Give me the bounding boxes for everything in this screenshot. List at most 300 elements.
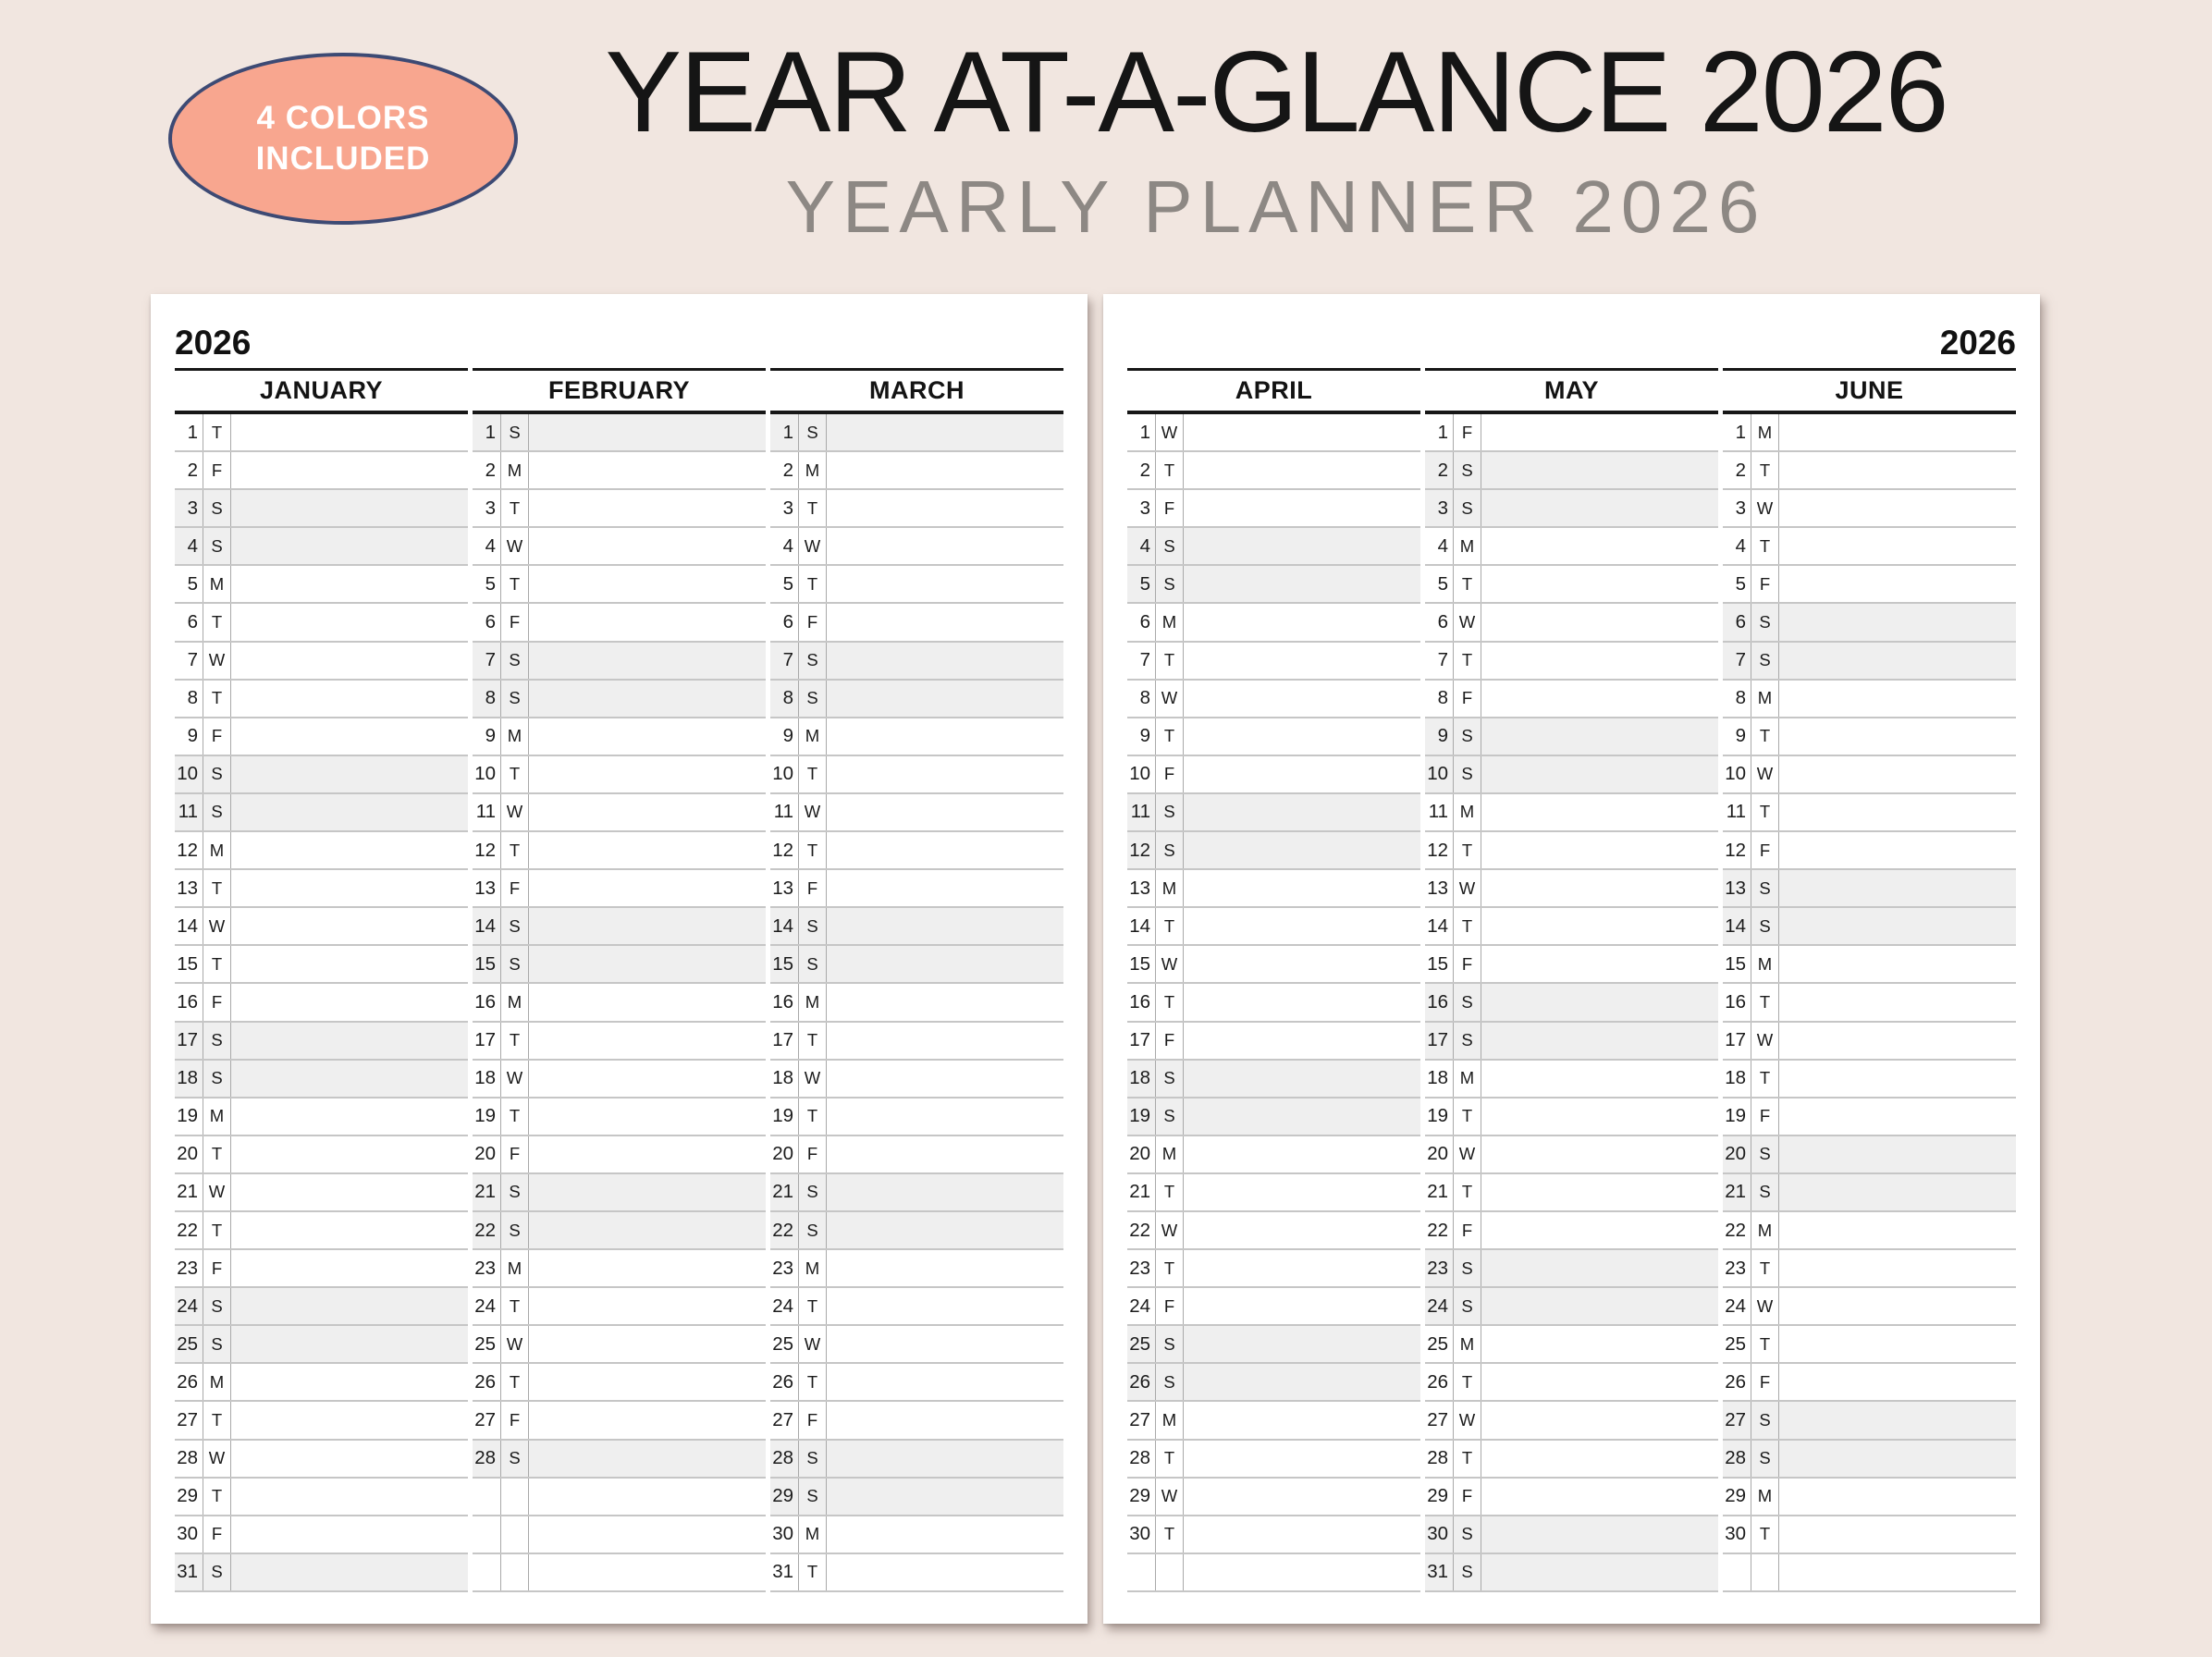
day-row — [473, 1061, 766, 1099]
day-notes-cell — [827, 870, 1063, 906]
day-number-cell: 10 — [473, 756, 501, 792]
day-letter-cell: F — [1156, 1288, 1184, 1324]
day-row — [1127, 1516, 1420, 1554]
day-row — [1127, 452, 1420, 490]
day-row — [770, 1554, 1063, 1592]
day-row — [175, 528, 468, 566]
day-number-cell: 31 — [1425, 1554, 1454, 1590]
day-letter-cell: F — [501, 1402, 529, 1438]
day-letter-cell: W — [501, 794, 529, 830]
day-number-cell: 1 — [473, 414, 501, 450]
day-letter-cell: W — [1454, 1136, 1481, 1172]
day-number-cell: 12 — [473, 832, 501, 868]
day-notes-cell — [827, 1136, 1063, 1172]
day-row — [175, 1364, 468, 1402]
day-notes-cell — [231, 1402, 468, 1438]
day-row — [1425, 604, 1718, 642]
day-letter-cell: W — [1751, 1023, 1779, 1059]
day-row — [1723, 1288, 2016, 1326]
day-notes-cell — [529, 756, 766, 792]
day-notes-cell — [827, 1441, 1063, 1477]
day-row — [175, 490, 468, 528]
day-number-cell: 28 — [175, 1441, 203, 1477]
day-notes-cell — [827, 566, 1063, 602]
day-notes-cell — [1481, 1479, 1718, 1515]
month-header: FEBRUARY — [473, 368, 766, 411]
day-letter-cell: S — [799, 1479, 827, 1515]
day-letter-cell: F — [1454, 414, 1481, 450]
day-number-cell: 27 — [1127, 1402, 1156, 1438]
day-number-cell: 12 — [770, 832, 799, 868]
day-notes-cell — [1779, 1441, 2016, 1477]
day-number-cell: 20 — [1723, 1136, 1751, 1172]
day-number-cell: 29 — [1425, 1479, 1454, 1515]
day-notes-cell — [827, 604, 1063, 640]
day-row — [1425, 1326, 1718, 1364]
day-letter-cell: F — [501, 1136, 529, 1172]
day-notes-cell — [529, 1099, 766, 1135]
day-row — [770, 794, 1063, 832]
day-rows — [770, 411, 1063, 1592]
day-number-cell: 7 — [1723, 643, 1751, 679]
day-notes-cell — [1779, 528, 2016, 564]
day-letter-cell: T — [1156, 452, 1184, 488]
day-number-cell: 24 — [1425, 1288, 1454, 1324]
day-notes-cell — [231, 794, 468, 830]
day-notes-cell — [827, 984, 1063, 1020]
day-notes-cell — [1779, 604, 2016, 640]
day-number-cell — [473, 1554, 501, 1590]
day-notes-cell — [1184, 1326, 1420, 1362]
day-row — [473, 1099, 766, 1136]
day-notes-cell — [827, 528, 1063, 564]
day-row — [1425, 1364, 1718, 1402]
day-row — [175, 908, 468, 946]
day-number-cell: 24 — [175, 1288, 203, 1324]
day-row — [1127, 1250, 1420, 1288]
day-letter-cell: S — [1156, 832, 1184, 868]
day-number-cell: 8 — [175, 681, 203, 717]
day-row — [1127, 946, 1420, 984]
day-notes-cell — [1481, 832, 1718, 868]
day-letter-cell: T — [1454, 1441, 1481, 1477]
day-row — [1425, 1250, 1718, 1288]
day-row — [1127, 1136, 1420, 1174]
day-row — [1425, 756, 1718, 794]
day-letter-cell: T — [1751, 1061, 1779, 1097]
day-notes-cell — [1779, 566, 2016, 602]
day-notes-cell — [1481, 984, 1718, 1020]
day-notes-cell — [1481, 566, 1718, 602]
day-notes-cell — [1184, 1250, 1420, 1286]
day-notes-cell — [529, 1136, 766, 1172]
day-letter-cell: F — [1156, 1023, 1184, 1059]
day-notes-cell — [1481, 681, 1718, 717]
months-grid — [175, 368, 1063, 1592]
day-row — [1723, 1516, 2016, 1554]
day-letter-cell: M — [799, 1516, 827, 1553]
day-letter-cell: F — [203, 1516, 231, 1553]
day-notes-cell — [1184, 1288, 1420, 1324]
day-notes-cell — [1779, 946, 2016, 982]
day-number-cell: 3 — [473, 490, 501, 526]
day-number-cell: 8 — [1127, 681, 1156, 717]
day-notes-cell — [231, 528, 468, 564]
day-letter-cell: M — [1751, 681, 1779, 717]
day-letter-cell: T — [203, 1479, 231, 1515]
day-letter-cell: M — [203, 566, 231, 602]
day-letter-cell: M — [799, 984, 827, 1020]
day-number-cell: 25 — [770, 1326, 799, 1362]
day-row — [473, 414, 766, 452]
day-number-cell: 3 — [770, 490, 799, 526]
day-row — [770, 870, 1063, 908]
day-letter-cell: T — [203, 681, 231, 717]
day-notes-cell — [1481, 604, 1718, 640]
day-notes-cell — [231, 1554, 468, 1590]
day-notes-cell — [231, 1441, 468, 1477]
day-number-cell: 25 — [1425, 1326, 1454, 1362]
subtitle: YEARLY PLANNER 2026 — [785, 166, 1767, 248]
day-number-cell: 11 — [1425, 794, 1454, 830]
day-letter-cell: S — [1156, 528, 1184, 564]
day-number-cell: 2 — [1425, 452, 1454, 488]
day-letter-cell: T — [1751, 1250, 1779, 1286]
day-number-cell: 6 — [770, 604, 799, 640]
day-notes-cell — [827, 1326, 1063, 1362]
day-number-cell: 18 — [1425, 1061, 1454, 1097]
day-row — [175, 984, 468, 1022]
day-number-cell: 13 — [1723, 870, 1751, 906]
day-number-cell: 30 — [770, 1516, 799, 1553]
day-notes-cell — [827, 1099, 1063, 1135]
day-letter-cell: F — [501, 604, 529, 640]
day-row — [1425, 1023, 1718, 1061]
day-letter-cell: S — [799, 681, 827, 717]
day-notes-cell — [231, 1174, 468, 1210]
day-row — [1127, 756, 1420, 794]
day-letter-cell: T — [1751, 528, 1779, 564]
day-number-cell: 29 — [175, 1479, 203, 1515]
day-number-cell: 2 — [770, 452, 799, 488]
day-number-cell: 19 — [770, 1099, 799, 1135]
day-row — [770, 566, 1063, 604]
day-notes-cell — [231, 908, 468, 944]
day-notes-cell — [231, 984, 468, 1020]
day-number-cell: 2 — [1723, 452, 1751, 488]
day-notes-cell — [1779, 414, 2016, 450]
day-notes-cell — [1184, 1023, 1420, 1059]
day-letter-cell: S — [1751, 1441, 1779, 1477]
day-notes-cell — [231, 1364, 468, 1400]
day-number-cell: 15 — [1425, 946, 1454, 982]
day-number-cell: 1 — [770, 414, 799, 450]
day-notes-cell — [1481, 1288, 1718, 1324]
day-row — [770, 528, 1063, 566]
day-number-cell: 19 — [1425, 1099, 1454, 1135]
day-row — [175, 1023, 468, 1061]
day-row — [175, 1136, 468, 1174]
day-row — [770, 452, 1063, 490]
day-notes-cell — [231, 1099, 468, 1135]
day-notes-cell — [1184, 1212, 1420, 1248]
day-number-cell: 26 — [175, 1364, 203, 1400]
day-number-cell: 2 — [473, 452, 501, 488]
colors-included-badge — [168, 53, 518, 225]
day-letter-cell: T — [1751, 718, 1779, 755]
day-notes-cell — [1184, 756, 1420, 792]
planner-page-right — [1103, 294, 2040, 1624]
day-number-cell: 5 — [1723, 566, 1751, 602]
day-notes-cell — [529, 1174, 766, 1210]
day-letter-cell: F — [1454, 1212, 1481, 1248]
month-header: MARCH — [770, 368, 1063, 411]
day-number-cell: 14 — [473, 908, 501, 944]
day-letter-cell: S — [203, 756, 231, 792]
day-letter-cell: M — [799, 452, 827, 488]
day-row — [175, 643, 468, 681]
day-notes-cell — [1481, 643, 1718, 679]
day-notes-cell — [827, 1061, 1063, 1097]
day-row — [1127, 1061, 1420, 1099]
day-letter-cell: S — [799, 1174, 827, 1210]
day-letter-cell: T — [1156, 908, 1184, 944]
day-number-cell: 21 — [1127, 1174, 1156, 1210]
day-number-cell: 22 — [1127, 1212, 1156, 1248]
day-number-cell: 4 — [473, 528, 501, 564]
day-row — [1127, 604, 1420, 642]
day-row — [473, 1516, 766, 1554]
day-number-cell: 8 — [1425, 681, 1454, 717]
day-number-cell: 15 — [175, 946, 203, 982]
day-number-cell: 28 — [1425, 1441, 1454, 1477]
day-number-cell: 14 — [770, 908, 799, 944]
day-row — [770, 414, 1063, 452]
day-rows — [175, 411, 468, 1592]
day-notes-cell — [1184, 681, 1420, 717]
day-number-cell: 7 — [175, 643, 203, 679]
day-notes-cell — [529, 718, 766, 755]
day-letter-cell: S — [203, 1326, 231, 1362]
day-notes-cell — [1481, 1212, 1718, 1248]
day-letter-cell: S — [1454, 1250, 1481, 1286]
day-notes-cell — [1481, 870, 1718, 906]
day-number-cell: 31 — [175, 1554, 203, 1590]
day-row — [175, 1554, 468, 1592]
day-letter-cell: S — [501, 414, 529, 450]
day-notes-cell — [827, 718, 1063, 755]
day-row — [1723, 908, 2016, 946]
day-notes-cell — [1779, 1402, 2016, 1438]
day-number-cell: 13 — [1425, 870, 1454, 906]
day-row — [473, 452, 766, 490]
day-row — [175, 1212, 468, 1250]
day-letter-cell: M — [799, 718, 827, 755]
day-letter-cell: T — [501, 1023, 529, 1059]
day-letter-cell: T — [799, 566, 827, 602]
day-notes-cell — [529, 566, 766, 602]
day-row — [1723, 1479, 2016, 1516]
day-notes-cell — [529, 1288, 766, 1324]
day-number-cell: 28 — [770, 1441, 799, 1477]
day-number-cell: 21 — [770, 1174, 799, 1210]
day-row — [1127, 870, 1420, 908]
day-row — [1425, 908, 1718, 946]
day-row — [1127, 1364, 1420, 1402]
day-notes-cell — [1779, 794, 2016, 830]
day-rows — [1425, 411, 1718, 1592]
day-notes-cell — [1481, 452, 1718, 488]
day-row — [1127, 832, 1420, 870]
day-rows — [1127, 411, 1420, 1592]
day-notes-cell — [529, 490, 766, 526]
day-number-cell: 12 — [175, 832, 203, 868]
day-notes-cell — [231, 1288, 468, 1324]
day-row — [1425, 1212, 1718, 1250]
day-number-cell: 21 — [473, 1174, 501, 1210]
day-letter-cell: S — [501, 1212, 529, 1248]
day-row — [1723, 1212, 2016, 1250]
day-number-cell: 12 — [1127, 832, 1156, 868]
day-notes-cell — [529, 1516, 766, 1553]
day-number-cell: 18 — [770, 1061, 799, 1097]
day-letter-cell: W — [1751, 756, 1779, 792]
day-notes-cell — [1184, 1516, 1420, 1553]
day-letter-cell: M — [203, 832, 231, 868]
day-letter-cell: F — [1751, 1364, 1779, 1400]
day-notes-cell — [1779, 756, 2016, 792]
day-notes-cell — [827, 414, 1063, 450]
day-number-cell: 22 — [1425, 1212, 1454, 1248]
day-number-cell: 30 — [175, 1516, 203, 1553]
day-number-cell: 15 — [770, 946, 799, 982]
day-notes-cell — [1779, 1516, 2016, 1553]
day-letter-cell — [501, 1516, 529, 1553]
day-number-cell: 17 — [1127, 1023, 1156, 1059]
day-number-cell: 17 — [1723, 1023, 1751, 1059]
day-number-cell: 19 — [473, 1099, 501, 1135]
day-number-cell: 17 — [473, 1023, 501, 1059]
day-row — [1425, 794, 1718, 832]
day-letter-cell: W — [203, 1174, 231, 1210]
day-number-cell: 9 — [1425, 718, 1454, 755]
day-letter-cell: M — [501, 452, 529, 488]
day-letter-cell: W — [799, 528, 827, 564]
day-letter-cell: S — [799, 1441, 827, 1477]
badge-line-2: INCLUDED — [255, 141, 431, 177]
day-number-cell: 16 — [1425, 984, 1454, 1020]
day-number-cell: 25 — [1127, 1326, 1156, 1362]
day-row — [1723, 1099, 2016, 1136]
day-row — [1723, 566, 2016, 604]
day-row — [1425, 566, 1718, 604]
day-number-cell: 24 — [1127, 1288, 1156, 1324]
day-notes-cell — [231, 490, 468, 526]
day-row — [175, 1326, 468, 1364]
day-letter-cell: M — [203, 1364, 231, 1400]
day-row — [175, 1441, 468, 1479]
day-number-cell: 20 — [175, 1136, 203, 1172]
day-number-cell: 23 — [1127, 1250, 1156, 1286]
day-number-cell: 16 — [175, 984, 203, 1020]
day-number-cell: 12 — [1425, 832, 1454, 868]
day-row — [1425, 1441, 1718, 1479]
day-row — [473, 984, 766, 1022]
day-row — [770, 1326, 1063, 1364]
day-letter-cell: M — [1454, 1326, 1481, 1362]
day-letter-cell: M — [1454, 794, 1481, 830]
day-row — [1723, 1554, 2016, 1592]
day-row — [1127, 681, 1420, 718]
day-notes-cell — [231, 946, 468, 982]
day-letter-cell: M — [501, 718, 529, 755]
day-number-cell: 13 — [1127, 870, 1156, 906]
day-letter-cell: S — [1156, 1061, 1184, 1097]
day-number-cell: 27 — [1425, 1402, 1454, 1438]
day-number-cell: 13 — [175, 870, 203, 906]
day-number-cell: 20 — [770, 1136, 799, 1172]
day-letter-cell: M — [1751, 946, 1779, 982]
day-letter-cell: W — [799, 794, 827, 830]
day-row — [175, 1288, 468, 1326]
day-number-cell: 2 — [175, 452, 203, 488]
day-number-cell: 21 — [1425, 1174, 1454, 1210]
day-number-cell: 19 — [175, 1099, 203, 1135]
day-row — [1723, 1174, 2016, 1212]
day-row — [175, 1516, 468, 1554]
day-row — [770, 1479, 1063, 1516]
day-letter-cell: S — [1454, 984, 1481, 1020]
day-row — [770, 1099, 1063, 1136]
day-row — [473, 946, 766, 984]
day-notes-cell — [1779, 681, 2016, 717]
day-notes-cell — [529, 832, 766, 868]
day-notes-cell — [1779, 870, 2016, 906]
day-letter-cell: W — [1454, 870, 1481, 906]
day-notes-cell — [1184, 643, 1420, 679]
day-row — [1127, 414, 1420, 452]
day-notes-cell — [827, 1174, 1063, 1210]
day-letter-cell: T — [1751, 794, 1779, 830]
day-row — [1723, 452, 2016, 490]
day-notes-cell — [1184, 946, 1420, 982]
day-notes-cell — [827, 1250, 1063, 1286]
day-letter-cell: T — [799, 1364, 827, 1400]
day-number-cell: 4 — [1425, 528, 1454, 564]
planner-page-left — [151, 294, 1088, 1624]
day-letter-cell: S — [1751, 870, 1779, 906]
day-notes-cell — [1481, 908, 1718, 944]
day-notes-cell — [529, 414, 766, 450]
day-number-cell: 5 — [1425, 566, 1454, 602]
day-letter-cell: M — [1156, 1136, 1184, 1172]
day-notes-cell — [1184, 832, 1420, 868]
day-notes-cell — [1779, 1479, 2016, 1515]
month-column — [473, 368, 766, 1592]
day-number-cell: 23 — [1425, 1250, 1454, 1286]
day-number-cell: 10 — [770, 756, 799, 792]
main-title: YEAR AT-A-GLANCE 2026 — [605, 29, 1948, 156]
day-letter-cell: T — [203, 1136, 231, 1172]
day-letter-cell: S — [203, 528, 231, 564]
day-notes-cell — [1184, 1364, 1420, 1400]
day-number-cell: 6 — [473, 604, 501, 640]
day-letter-cell: S — [1454, 756, 1481, 792]
day-row — [473, 1402, 766, 1440]
day-notes-cell — [1481, 1364, 1718, 1400]
day-letter-cell: W — [203, 908, 231, 944]
day-number-cell: 24 — [1723, 1288, 1751, 1324]
